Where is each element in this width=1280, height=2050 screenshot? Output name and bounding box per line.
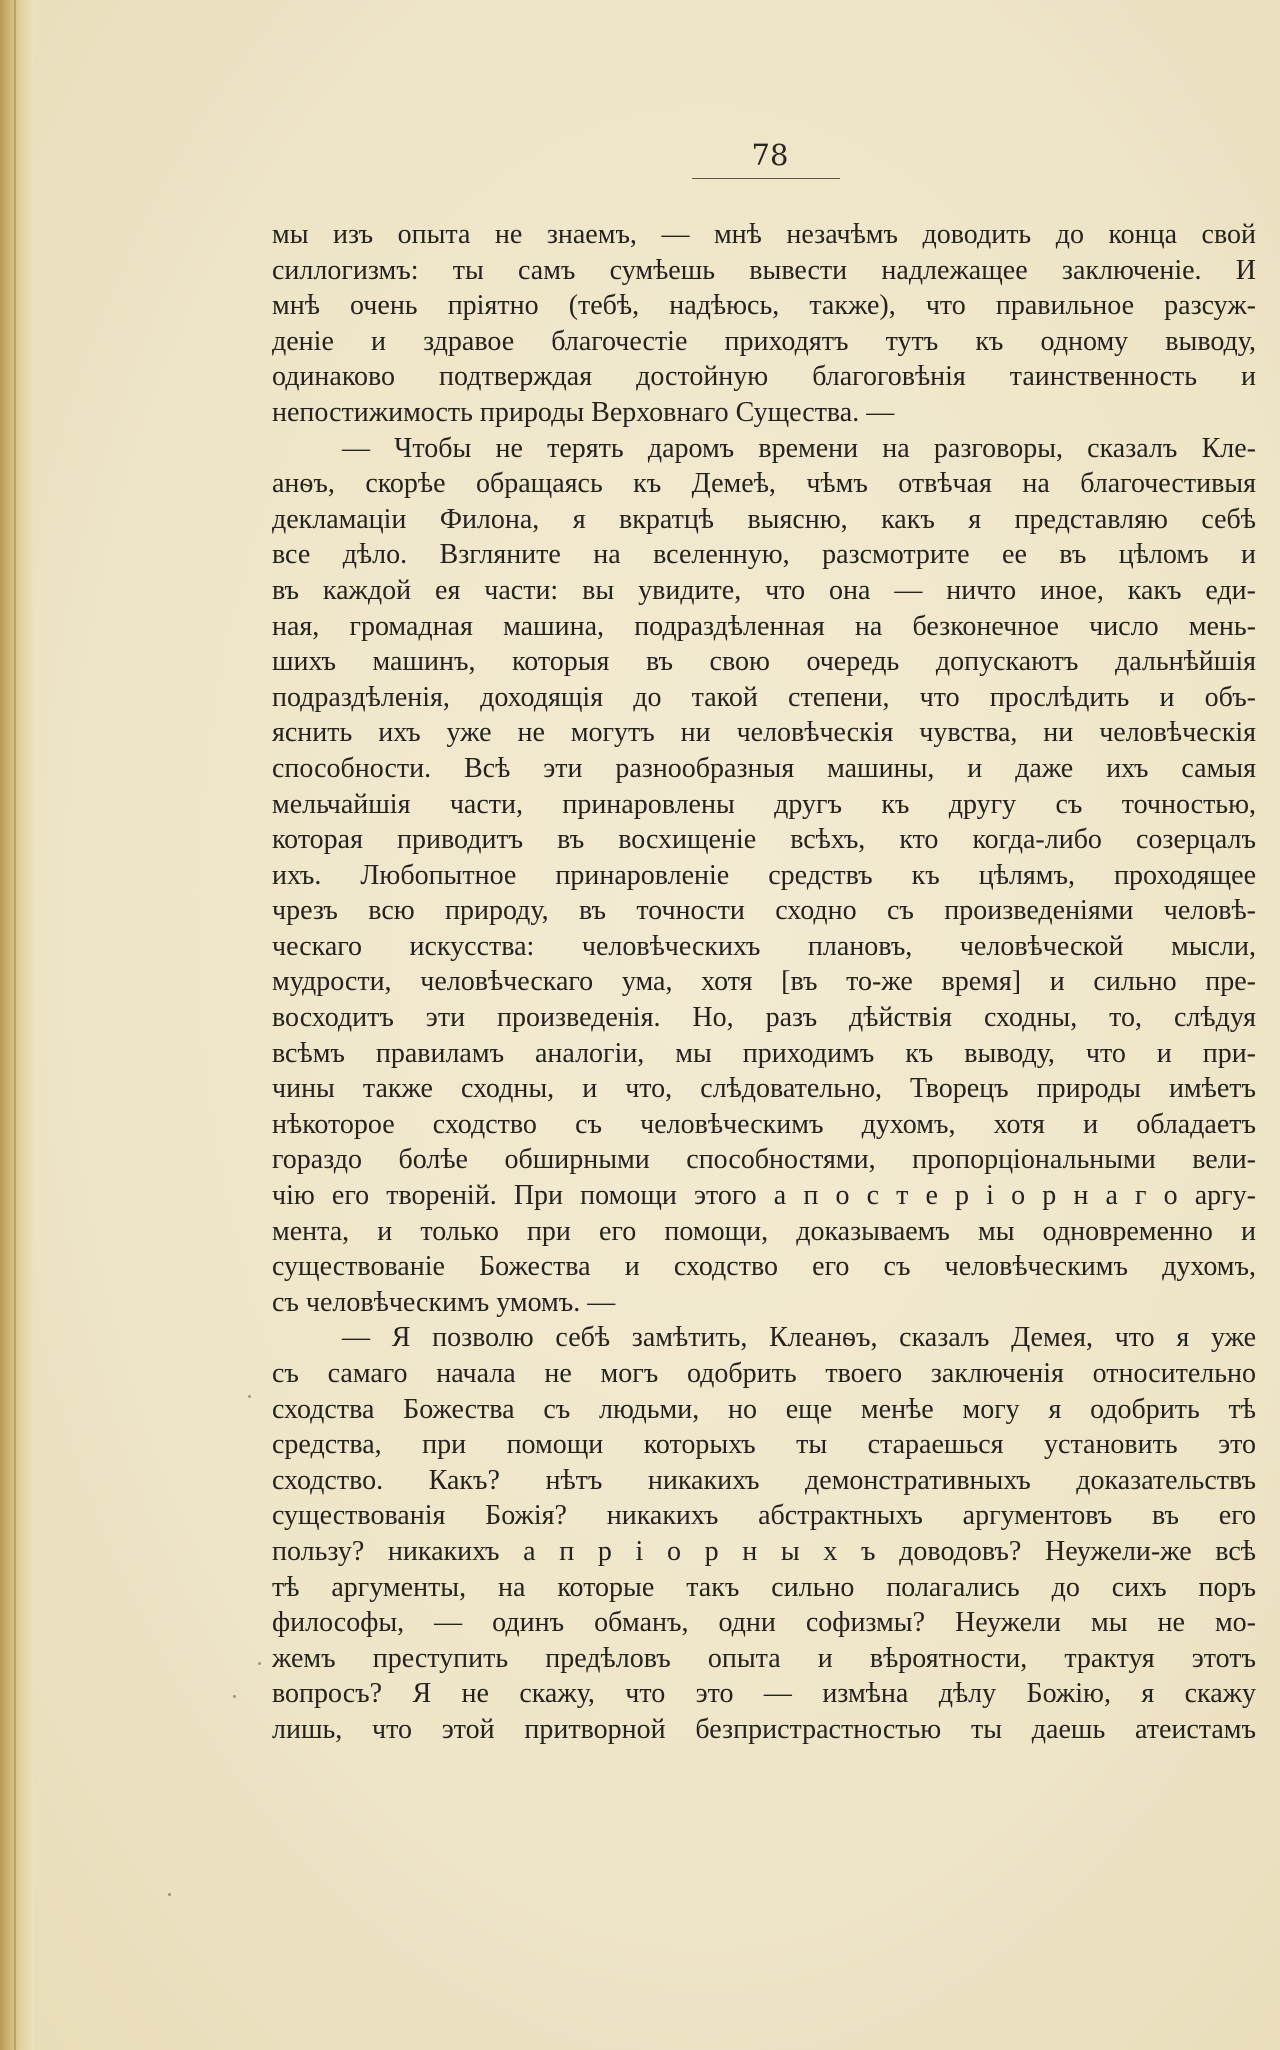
- text-line: деніе и здравое благочестіе приходятъ тутъ къ одному выводу,: [272, 325, 1256, 357]
- text-line: сходство. Какъ? нѣтъ никакихъ демонстративныхъ доказательствъ: [272, 1464, 1256, 1496]
- text-line: сходства Божества съ людьми, но еще менѣе могу я одобрить тѣ: [272, 1393, 1256, 1425]
- page-number: 78: [751, 138, 789, 172]
- text-line: мнѣ очень пріятно (тебѣ, надѣюсь, также), что правильное разсуж-: [272, 290, 1256, 322]
- text-line: непостижимость природы Верховнаго Существа. —: [272, 396, 895, 428]
- page-number-rule: [692, 178, 840, 179]
- text-line: чію его твореній. При помощи этого а п о с т е р і о р н а г о аргу-: [272, 1180, 1256, 1212]
- text-line: силлогизмъ: ты самъ сумѣешь вывести надлежащее заключеніе. И: [272, 254, 1256, 286]
- text-line: шихъ машинъ, которыя въ свою очередь допускаютъ дальнѣйшія: [272, 646, 1256, 678]
- page-binding-edge: [0, 0, 34, 2050]
- text-line: существованіе Божества и сходство его съ человѣческимъ духомъ,: [272, 1251, 1256, 1283]
- text-line: мудрости, человѣческаго ума, хотя [въ то-же время] и сильно пре-: [272, 966, 1256, 998]
- paper-speck: [248, 1395, 251, 1398]
- text-line: съ человѣческимъ умомъ. —: [272, 1286, 616, 1318]
- text-line: одинаково подтверждая достойную благоговѣнія таинственность и: [272, 361, 1256, 393]
- text-line: которая приводитъ въ восхищеніе всѣхъ, кто когда-либо созерцалъ: [272, 824, 1256, 856]
- text-line: декламаціи Филона, я вкратцѣ выясню, какъ я представляю себѣ: [272, 503, 1256, 535]
- paragraph-start-line: — Я позволю себѣ замѣтить, Клеанѳъ, сказалъ Демея, что я уже: [342, 1322, 1256, 1354]
- text-line: всѣмъ правиламъ аналогіи, мы приходимъ къ выводу, что и при-: [272, 1037, 1256, 1069]
- text-line: въ каждой ея части: вы увидите, что она — ничто иное, какъ еди-: [272, 574, 1256, 606]
- text-line: анѳъ, скорѣе обращаясь къ Демеѣ, чѣмъ отвѣчая на благочестивыя: [272, 468, 1256, 500]
- text-line: нѣкоторое сходство съ человѣческимъ духомъ, хотя и обладаетъ: [272, 1108, 1256, 1140]
- text-line: гораздо болѣе обширными способностями, пропорціональными вели-: [272, 1144, 1256, 1176]
- text-line: способности. Всѣ эти разнообразныя машины, и даже ихъ самыя: [272, 752, 1256, 784]
- text-line: ная, громадная машина, подраздѣленная на безконечное число мень-: [272, 610, 1256, 642]
- text-line: философы, — одинъ обманъ, одни софизмы? Неужели мы не мо-: [272, 1607, 1256, 1639]
- text-line: тѣ аргументы, на которые такъ сильно полагались до сихъ поръ: [272, 1571, 1256, 1603]
- text-line: средства, при помощи которыхъ ты стараешься установить это: [272, 1429, 1256, 1461]
- text-line: съ самаго начала не могъ одобрить твоего заключенія относительно: [272, 1358, 1256, 1389]
- text-line: мельчайшія части, принаровлены другъ къ другу съ точностью,: [272, 788, 1256, 820]
- text-line: все дѣло. Взгляните на вселенную, разсмотрите ее въ цѣломъ и: [272, 539, 1256, 571]
- paragraph-start-line: — Чтобы не терять даромъ времени на разговоры, сказалъ Кле-: [342, 432, 1256, 464]
- body-text: [272, 217, 1256, 1748]
- text-line: чрезъ всю природу, въ точности сходно съ произведеніями человѣ-: [272, 895, 1256, 927]
- text-line: лишь, что этой притворной безпристрастностью ты даешь атеистамъ: [272, 1713, 1256, 1745]
- text-line: мента, и только при его помощи, доказываемъ мы одновременно и: [272, 1215, 1256, 1247]
- paper-speck: [233, 1695, 236, 1698]
- text-line: чины также сходны, и что, слѣдовательно, Творецъ природы имѣетъ: [272, 1073, 1256, 1105]
- text-line: жемъ преступить предѣловъ опыта и вѣроятности, трактуя этотъ: [272, 1642, 1256, 1674]
- text-line: вопросъ? Я не скажу, что это — измѣна дѣлу Божію, я скажу: [272, 1678, 1256, 1710]
- text-line: существованія Божія? никакихъ абстрактныхъ аргументовъ въ его: [272, 1500, 1256, 1532]
- text-line: мы изъ опыта не знаемъ, — мнѣ незачѣмъ доводить до конца свой: [272, 219, 1256, 250]
- text-line: яснить ихъ уже не могутъ ни человѣческія чувства, ни человѣческія: [272, 717, 1256, 749]
- text-line: восходитъ эти произведенія. Но, разъ дѣйствія сходны, то, слѣдуя: [272, 1002, 1256, 1034]
- paper-speck: [258, 1662, 261, 1665]
- text-line: подраздѣленія, доходящія до такой степени, что прослѣдить и объ-: [272, 681, 1256, 713]
- text-line: ческаго искусства: человѣческихъ плановъ, человѣческой мысли,: [272, 930, 1256, 962]
- text-line: пользу? никакихъ а п р і о р н ы х ъ доводовъ? Неужели-же всѣ: [272, 1535, 1256, 1567]
- binding-crease: [14, 0, 16, 2050]
- text-line: ихъ. Любопытное принаровленіе средствъ къ цѣлямъ, проходящее: [272, 859, 1256, 891]
- paper-speck: [168, 1893, 171, 1896]
